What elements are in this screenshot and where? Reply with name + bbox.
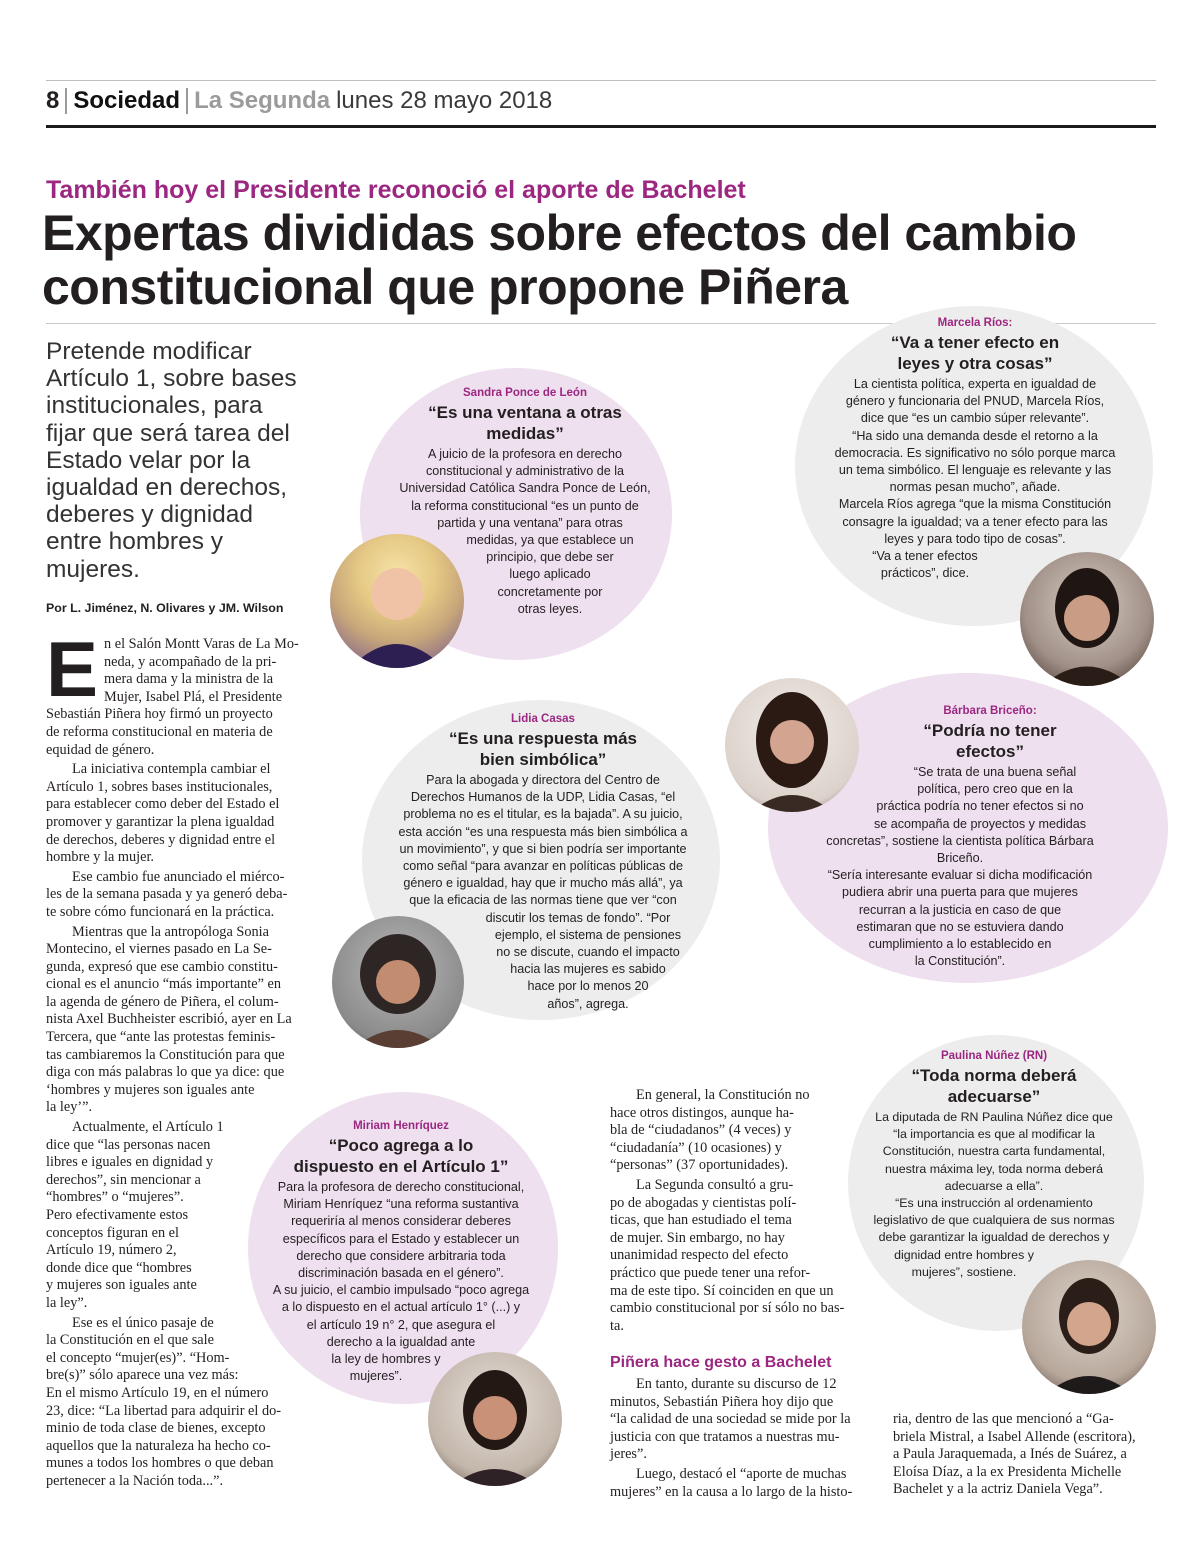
body-line: la ley de hombres y xyxy=(331,1352,441,1367)
body-line: Para la profesora de derecho constitucional, xyxy=(277,1180,525,1194)
text-line: de reforma constitucional en materia de xyxy=(46,723,273,740)
deck-line: Pretende modificar xyxy=(46,338,252,365)
body-line: pudiera abrir una puerta para que mujeres xyxy=(842,885,1078,900)
text-line: nista Axel Buchheister escribió, ayer en La xyxy=(46,1011,292,1028)
text-line: de derechos, deberes y dignidad entre el xyxy=(46,831,276,848)
paragraph xyxy=(46,1119,251,1313)
text-line: “hombres” o “mujeres”. xyxy=(46,1189,184,1206)
body-line: constitucional y administrativo de la xyxy=(425,464,625,479)
quote-line: “Es una ventana a otras xyxy=(428,403,622,422)
text-line: Mujer, Isabel Plá, el Presidente xyxy=(104,688,283,705)
body-line: problema no es el titular, es la bajada”. A su juicio, xyxy=(403,807,683,822)
body-line: un tema simbólico. El lenguaje es relevante y las xyxy=(838,463,1112,478)
quote-line: medidas” xyxy=(486,424,564,443)
quote-line: “Es una respuesta más xyxy=(448,729,638,748)
paragraph xyxy=(46,1315,310,1491)
quote-line: dispuesto en el Artículo 1” xyxy=(293,1157,509,1176)
body-line: prácticos”, dice. xyxy=(880,566,970,581)
text-line: En general, la Constitución no xyxy=(636,1087,810,1103)
expert-quote xyxy=(805,332,1145,374)
deck-line: Artículo 1, sobre bases xyxy=(46,365,297,393)
body-line: concretas”, sostiene la cientista política Bárbara xyxy=(826,833,1094,848)
text-line: tas cambiaremos la Constitución para que xyxy=(46,1046,285,1063)
text-line: jeres”. xyxy=(610,1446,647,1463)
text-line: minio de toda clase de bienes, excepto xyxy=(46,1420,266,1437)
expert-body xyxy=(805,376,1145,582)
body-line: como señal “para avanzar en políticas públicas de xyxy=(402,859,684,874)
body-line: género e igualdad, hay que ir mucho más allá”, ya xyxy=(403,876,683,891)
quote-line: “Toda norma deberá xyxy=(911,1066,1077,1085)
text-line: Artículo 19, número 2, xyxy=(46,1242,177,1259)
text-line: po de abogadas y cientistas polí- xyxy=(610,1194,797,1211)
deck-line: entre hombres y xyxy=(46,528,224,556)
text-line: Luego, destacó el “aporte de muchas xyxy=(636,1465,847,1482)
body-line: “Se trata de una buena señal xyxy=(913,765,1077,779)
drop-cap: E xyxy=(46,625,99,713)
text-line: hombre y la mujer. xyxy=(46,849,154,866)
expert-quote xyxy=(850,1065,1138,1107)
top-divider xyxy=(46,80,1156,81)
paragraph xyxy=(46,924,310,1118)
text-line: bla de “ciudadanos” (4 veces) y xyxy=(610,1122,792,1139)
expert-body xyxy=(850,1109,1138,1281)
deck-line: fijar que será tarea del xyxy=(46,419,290,447)
body-line: años”, agrega. xyxy=(547,996,629,1011)
quote-line: “Podría no tener xyxy=(923,721,1057,740)
text-line: ma de este tipo. Sí coinciden en que un xyxy=(610,1282,834,1299)
body-line: “Va a tener efectos xyxy=(872,549,978,564)
body-line: “Ha sido una demanda desde el retorno a la xyxy=(852,428,1098,443)
text-line: libres e iguales en dignidad y xyxy=(46,1154,214,1171)
text-line: “la calidad de una sociedad se mide por la xyxy=(610,1411,851,1428)
body-line: La cientista política, experta en igualdad de xyxy=(853,377,1097,391)
text-line: el concepto “mujer(es)”. “Hom- xyxy=(46,1349,230,1366)
body-line: adecuarse a ella”. xyxy=(944,1178,1044,1193)
body-line: “Sería interesante evaluar si dicha modificación xyxy=(827,868,1093,883)
body-line: La diputada de RN Paulina Núñez dice que xyxy=(875,1110,1113,1124)
text-line: gunda, expresó que ese cambio constitu- xyxy=(46,958,278,975)
body-line: concretamente por xyxy=(497,584,603,599)
text-line: cambio constitucional por sí sólo no bas- xyxy=(610,1300,845,1317)
body-line: la reforma constitucional “es un punto de xyxy=(411,498,639,513)
text-line: mujeres” en la causa a lo largo de la histo- xyxy=(610,1483,853,1500)
headline-line: Expertas divididas sobre efectos del cambio xyxy=(42,205,1077,261)
text-line: La iniciativa contempla cambiar el xyxy=(72,761,271,778)
body-line: derecho que considere arbitraria toda xyxy=(296,1248,506,1263)
section-name: Sociedad xyxy=(73,87,181,114)
text-line: Bachelet y a la actriz Daniela Vega”. xyxy=(893,1481,1103,1498)
text-line: munes a todos los hombres o que deban xyxy=(46,1455,274,1472)
text-line: minutos, Sebastián Piñera hoy dijo que xyxy=(610,1393,834,1410)
body-line: medidas, ya que establece un xyxy=(466,533,634,548)
text-line: y mujeres son iguales ante xyxy=(46,1277,197,1294)
body-line: mujeres”. xyxy=(349,1369,403,1384)
header-rule xyxy=(46,125,1156,128)
body-line: género y funcionaria del PNUD, Marcela Ríos, xyxy=(845,394,1105,409)
body-line: Miriam Henríquez “una reforma sustantiva xyxy=(283,1197,519,1212)
body-line: estimaran que no se estuviera dando xyxy=(856,919,1064,934)
text-line: Tercera, que “ante las protestas feminis- xyxy=(46,1029,276,1046)
headline xyxy=(42,206,1162,314)
text-line: conceptos figuran en el xyxy=(46,1224,179,1241)
body-line: no se discute, cuando el impacto xyxy=(496,945,680,960)
paragraph xyxy=(610,1176,845,1335)
body-line: dice que “es un cambio súper relevante”. xyxy=(860,411,1090,426)
deck-line: deberes y dignidad xyxy=(46,501,254,529)
text-line: justicia con que tratamos a nuestras mu- xyxy=(610,1428,840,1445)
deck-line: Estado velar por la xyxy=(46,446,251,474)
text-line: bre(s)” sólo aparece una vez más: xyxy=(46,1367,239,1384)
body-line: a lo dispuesto en el actual artículo 1° (...) y xyxy=(281,1300,521,1315)
body-line: leyes y para todo tipo de cosas”. xyxy=(884,531,1066,546)
text-line: derechos”, sin mencionar a xyxy=(46,1171,201,1188)
body-line: discutir los temas de fondo”. “Por xyxy=(485,910,671,925)
text-line: donde dice que “hombres xyxy=(46,1259,192,1276)
text-line: diga con más palabras lo que ya dice: que xyxy=(46,1064,285,1081)
expert-name: Marcela Ríos: xyxy=(937,317,1013,329)
text-line: Mientras que la antropóloga Sonia xyxy=(72,923,269,940)
body-line: luego aplicado xyxy=(509,567,591,582)
article-column-2 xyxy=(610,1087,845,1335)
body-line: Para la abogada y directora del Centro de xyxy=(426,773,660,787)
body-line: hace por lo menos 20 xyxy=(527,979,649,994)
issue-date: lunes 28 mayo 2018 xyxy=(336,87,553,114)
text-line: Eloísa Díaz, a la ex Presidenta Michelle xyxy=(893,1463,1122,1480)
text-line: Ese cambio fue anunciado el miérco- xyxy=(72,868,285,885)
byline: Por L. Jiménez, N. Olivares y JM. Wilson xyxy=(46,601,284,615)
paragraph xyxy=(893,1411,1155,1499)
expert-name: Sandra Ponce de León xyxy=(463,387,587,399)
body-line: ejemplo, el sistema de pensiones xyxy=(494,927,682,942)
paragraph xyxy=(610,1087,832,1175)
quote-line: “Poco agrega a lo xyxy=(328,1136,474,1155)
body-line: que la eficacia de las normas tiene que ver “con xyxy=(409,893,677,908)
body-line: “Es una instrucción al ordenamiento xyxy=(895,1196,1093,1211)
expert-body xyxy=(378,772,708,1013)
body-line: cumplimiento a lo establecido en xyxy=(868,937,1052,952)
text-line: la ley”. xyxy=(46,1294,88,1311)
text-line: equidad de género. xyxy=(46,741,155,758)
text-line: Actualmente, el Artículo 1 xyxy=(72,1119,224,1136)
text-line: ria, dentro de las que mencionó a “Ga- xyxy=(893,1411,1114,1427)
deck-line: igualdad en derechos, xyxy=(46,474,288,502)
body-line: Marcela Ríos agrega “que la misma Constitución xyxy=(838,497,1112,512)
expert-briceno xyxy=(780,703,1140,970)
body-line: derecho a la igualdad ante xyxy=(326,1334,476,1349)
expert-name: Lidia Casas xyxy=(511,713,575,725)
text-line: Sebastián Piñera hoy firmó un proyecto xyxy=(46,706,273,723)
text-line: Ese es el único pasaje de xyxy=(72,1314,214,1331)
body-line: A su juicio, el cambio impulsado “poco agrega xyxy=(272,1283,530,1298)
text-line: 23, dice: “La libertad para adquirir el do- xyxy=(46,1402,281,1419)
kicker: También hoy el Presidente reconoció el aporte de Bachelet xyxy=(46,176,746,204)
text-line: la ley’”. xyxy=(46,1099,93,1116)
subhead: Piñera hace gesto a Bachelet xyxy=(610,1354,832,1371)
body-line: nuestra máxima ley, toda norma deberá xyxy=(884,1161,1104,1176)
body-line: Briceño. xyxy=(936,851,984,866)
text-line: En el mismo Artículo 19, en el número xyxy=(46,1384,269,1401)
quote-line: efectos” xyxy=(955,742,1025,761)
body-line: dignidad entre hombres y xyxy=(894,1247,1034,1262)
body-line: normas pesan mucho”, añade. xyxy=(889,480,1061,495)
deck-line: institucionales, para xyxy=(46,392,263,420)
body-line: se acompaña de proyectos y medidas xyxy=(873,816,1087,831)
text-line: Pero efectivamente estos xyxy=(46,1207,189,1223)
article-column-3 xyxy=(893,1411,1155,1499)
expert-body xyxy=(380,446,670,618)
body-line: consagre la igualdad; va a tener efecto para las xyxy=(842,514,1108,529)
expert-name: Miriam Henríquez xyxy=(353,1120,449,1132)
text-line: n el Salón Montt Varas de La Mo- xyxy=(104,636,299,652)
page-header xyxy=(46,84,552,118)
header-separator xyxy=(186,88,188,114)
expert-name: Paulina Núñez (RN) xyxy=(940,1050,1048,1062)
text-line: Montecino, el viernes pasado en La Se- xyxy=(46,941,272,958)
expert-nunez xyxy=(850,1048,1138,1281)
text-line: ‘hombres y mujeres son iguales ante xyxy=(46,1081,255,1098)
header-separator xyxy=(65,88,67,114)
body-line: hacia las mujeres es sabido xyxy=(510,962,666,977)
text-line: la Constitución en el que sale xyxy=(46,1332,214,1349)
body-line: específicos para el Estado y establecer un xyxy=(282,1231,520,1246)
body-line: recurran a la justicia en caso de que xyxy=(858,902,1062,917)
body-line: política, pero creo que en la xyxy=(917,782,1073,797)
text-line: a Paula Jaraquemada, a Inés de Suárez, a xyxy=(893,1446,1127,1463)
body-line: Derechos Humanos de la UDP, Lidia Casas, “el xyxy=(410,790,676,805)
text-line: neda, y acompañado de la pri- xyxy=(104,653,277,670)
paragraph xyxy=(610,1466,874,1501)
text-line: ta. xyxy=(610,1317,624,1334)
deck-line: mujeres. xyxy=(46,555,140,583)
body-line: legislativo de que cualquiera de sus normas xyxy=(873,1213,1115,1228)
quote-line: bien simbólica” xyxy=(479,750,607,769)
text-line: pertenecer a la Nación toda...”. xyxy=(46,1472,224,1489)
text-line: Artículo 1, sobres bases institucionales, xyxy=(46,778,273,795)
text-line: práctico que puede tener una refor- xyxy=(610,1264,811,1281)
body-line: el artículo 19 n° 2, que asegura el xyxy=(306,1317,496,1332)
text-line: cional es el anuncio “más importante” en xyxy=(46,976,282,993)
article-column-1 xyxy=(46,625,310,1491)
body-line: un movimiento”, y que si bien podría ser importante xyxy=(399,841,687,856)
paragraph xyxy=(46,761,310,867)
paragraph xyxy=(46,869,310,922)
body-line: debe garantizar la igualdad de derechos y xyxy=(878,1230,1110,1245)
text-line: briela Mistral, a Isabel Allende (escritora), xyxy=(893,1428,1136,1445)
paragraph xyxy=(610,1376,874,1464)
text-line: les de la semana pasada y ya generó deba- xyxy=(46,886,288,903)
page-number: 8 xyxy=(46,87,60,114)
text-line: “personas” (37 oportunidades). xyxy=(610,1157,789,1174)
text-line: En tanto, durante su discurso de 12 xyxy=(636,1376,837,1392)
body-line: mujeres”, sostiene. xyxy=(911,1264,1017,1279)
expert-casas xyxy=(378,711,708,1013)
expert-quote xyxy=(378,728,708,770)
expert-quote xyxy=(380,402,670,444)
expert-body xyxy=(780,764,1140,970)
text-line: la agenda de género de Piñera, el colum- xyxy=(46,993,279,1010)
quote-line: leyes y otra cosas” xyxy=(897,354,1053,373)
expert-rios xyxy=(805,315,1145,582)
body-line: esta acción “es una respuesta más bien simbólica a xyxy=(398,824,688,839)
headline-line: constitucional que propone Piñera xyxy=(42,259,848,315)
body-line: “la importancia es que al modificar la xyxy=(893,1127,1095,1142)
body-line: otras leyes. xyxy=(517,601,583,616)
text-line: unanimidad respecto del efecto xyxy=(610,1247,789,1264)
body-line: principio, que debe ser xyxy=(486,550,614,565)
text-line: La Segunda consultó a gru- xyxy=(636,1176,794,1193)
text-line: de mujer. Sin embargo, no hay xyxy=(610,1229,785,1246)
text-line: “ciudadanía” (10 ocasiones) y xyxy=(610,1139,782,1156)
body-line: A juicio de la profesora en derecho xyxy=(428,447,622,461)
text-line: dice que “las personas nacen xyxy=(46,1136,211,1153)
text-line: te sobre cómo funcionará en la práctica. xyxy=(46,903,275,920)
body-line: partida y una ventana” para otras xyxy=(437,515,623,530)
body-line: discriminación basada en el género”. xyxy=(298,1266,504,1281)
deck xyxy=(46,338,326,583)
text-line: promover y garantizar la plena igualdad xyxy=(46,813,275,830)
expert-ponce xyxy=(380,385,670,618)
body-line: práctica podría no tener efectos si no xyxy=(876,799,1084,814)
text-line: mera dama y la ministra de la xyxy=(104,671,274,688)
expert-quote xyxy=(780,720,1140,762)
body-line: requeriría al menos considerar deberes xyxy=(291,1214,511,1229)
quote-line: “Va a tener efecto en xyxy=(890,333,1060,352)
publication-name: La Segunda xyxy=(194,87,331,114)
body-line: la Constitución”. xyxy=(914,954,1006,969)
article-column-2-lower xyxy=(610,1376,874,1501)
body-line: Universidad Católica Sandra Ponce de León, xyxy=(399,481,651,496)
quote-line: adecuarse” xyxy=(947,1087,1041,1106)
text-line: hace otros distingos, aunque ha- xyxy=(610,1104,794,1121)
text-line: para establecer como deber del Estado el xyxy=(46,796,280,813)
expert-name: Bárbara Briceño: xyxy=(943,705,1037,717)
body-line: Constitución, nuestra carta fundamental, xyxy=(882,1144,1106,1159)
text-line: aquellos que la naturaleza ha hecho co- xyxy=(46,1437,271,1454)
body-line: democracia. Es significativo no sólo porque marca xyxy=(834,445,1116,460)
text-line: ticas, que han estudiado el tema xyxy=(610,1212,792,1229)
